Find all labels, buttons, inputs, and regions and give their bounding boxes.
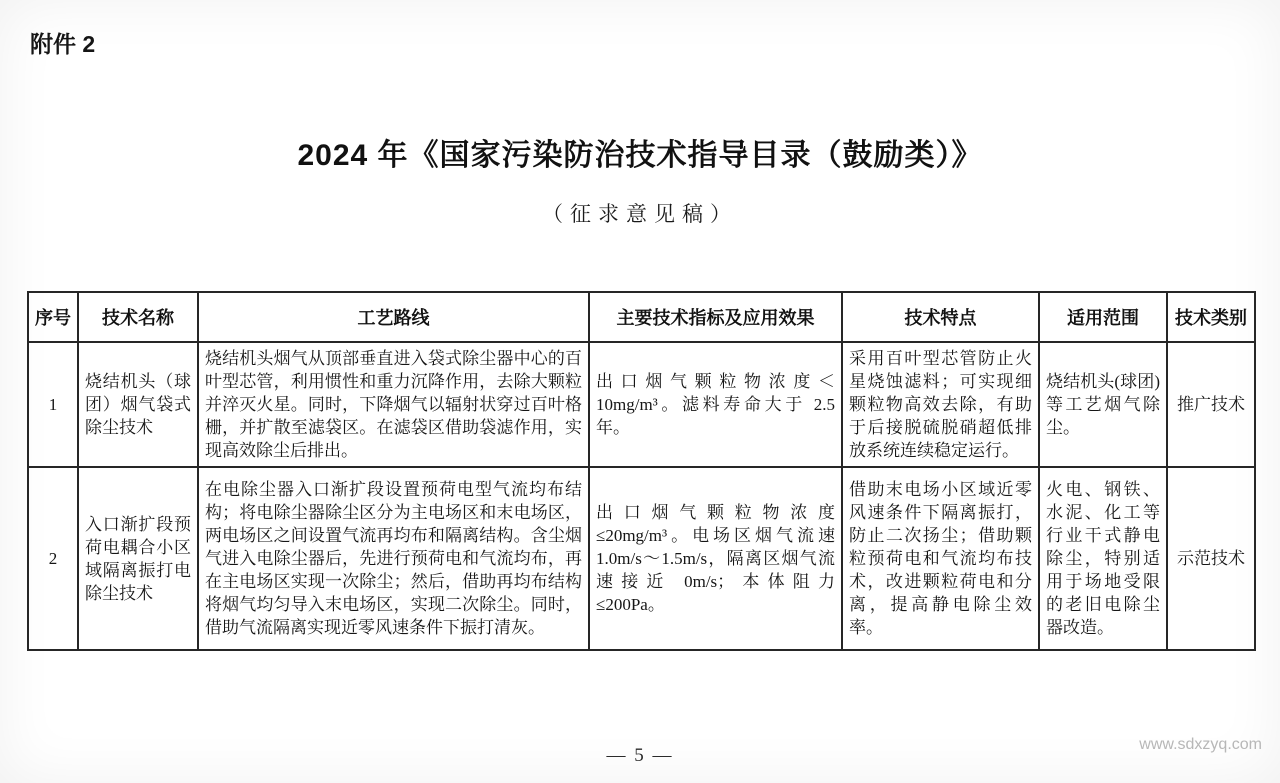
table-header-row — [28, 292, 1255, 342]
cell-features: 采用百叶型芯管防止火星烧蚀滤料；可实现细颗粒物高效去除，有助于后接脱硫脱硝超低排放系统连续稳定运行。 — [842, 342, 1039, 467]
cell-indicators: 出口烟气颗粒物浓度＜10mg/m³。滤料寿命大于 2.5 年。 — [589, 342, 842, 467]
column-header-features: 技术特点 — [842, 292, 1039, 342]
table-row — [28, 467, 1255, 650]
page-number: — 5 — — [606, 745, 674, 766]
attachment-label: 附件 2 — [30, 31, 96, 57]
column-header-name: 技术名称 — [78, 292, 198, 342]
document-title: 2024 年《国家污染防治技术指导目录（鼓励类）》 — [297, 139, 983, 172]
column-header-scope: 适用范围 — [1039, 292, 1167, 342]
cell-category: 示范技术 — [1167, 467, 1255, 650]
cell-technology-name: 入口渐扩段预荷电耦合小区域隔离振打电除尘技术 — [78, 467, 198, 650]
column-header-process: 工艺路线 — [198, 292, 589, 342]
cell-process-route: 在电除尘器入口渐扩段设置预荷电型气流均布结构；将电除尘器除尘区分为主电场区和末电场区，两电场区之间设置气流再均布和隔离结构。含尘烟气进入电除尘器后，先进行预荷电和气流均布，再在主电场区实现一次除尘；然后，借助再均布结构将烟气均匀导入末电场区，实现二次除尘。同时，借助气流隔离实现近零风速条件下振打清灰。 — [198, 467, 589, 650]
cell-scope: 火电、钢铁、水泥、化工等行业干式静电除尘，特别适用于场地受限的老旧电除尘器改造。 — [1039, 467, 1167, 650]
table-row — [28, 342, 1255, 467]
cell-no: 2 — [28, 467, 78, 650]
cell-indicators: 出口烟气颗粒物浓度≤20mg/m³。电场区烟气流速 1.0m/s～1.5m/s，隔离区烟气流速接近 0m/s；本体阻力≤200Pa。 — [589, 467, 842, 650]
column-header-indicators: 主要技术指标及应用效果 — [589, 292, 842, 342]
cell-category: 推广技术 — [1167, 342, 1255, 467]
cell-scope: 烧结机头(球团)等工艺烟气除尘。 — [1039, 342, 1167, 467]
column-header-category: 技术类别 — [1167, 292, 1255, 342]
cell-features: 借助末电场小区域近零风速条件下隔离振打，防止二次扬尘；借助颗粒预荷电和气流均布技术，改进颗粒荷电和分离，提高静电除尘效率。 — [842, 467, 1039, 650]
cell-process-route: 烧结机头烟气从顶部垂直进入袋式除尘器中心的百叶型芯管，利用惯性和重力沉降作用，去除大颗粒并淬灭火星。同时，下降烟气以辐射状穿过百叶格栅，并扩散至滤袋区。在滤袋区借助袋滤作用，实现高效除尘后排出。 — [198, 342, 589, 467]
watermark-text: www.sdxzyq.com — [1139, 736, 1262, 753]
cell-technology-name: 烧结机头（球团）烟气袋式除尘技术 — [78, 342, 198, 467]
column-header-no: 序号 — [28, 292, 78, 342]
document-subtitle: （征求意见稿） — [542, 202, 738, 226]
technology-catalog-table — [27, 291, 1256, 651]
cell-no: 1 — [28, 342, 78, 467]
